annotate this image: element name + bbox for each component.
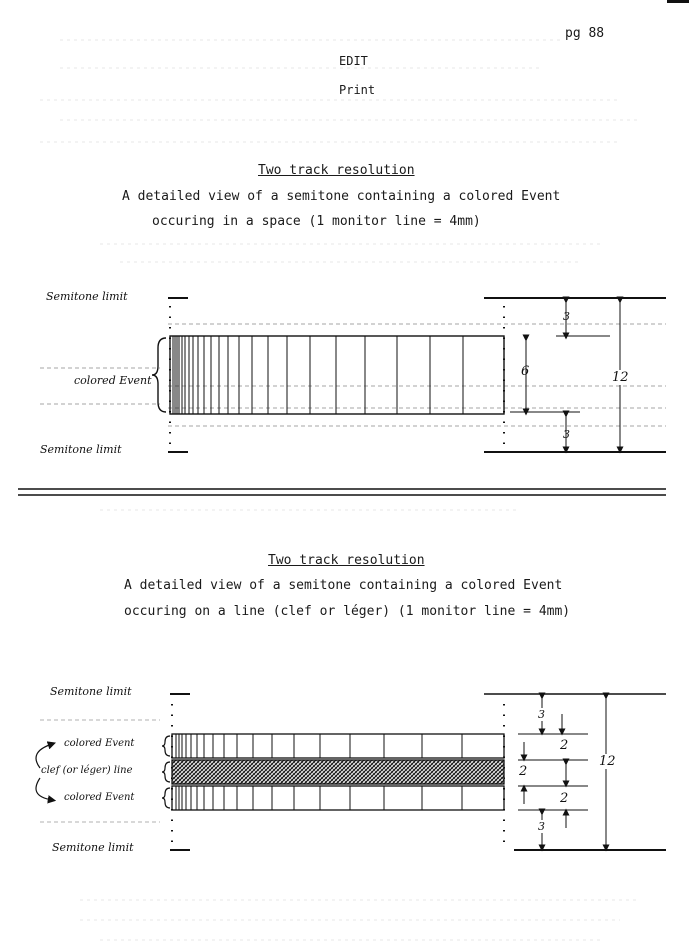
d1-dim-event: 6 — [521, 364, 530, 379]
d2-label-semitone-bottom: Semitone limit — [52, 841, 134, 854]
section1-line1: A detailed view of a semitone containing a colored Event — [122, 189, 561, 204]
d1-dim-gap-top: 3 — [563, 310, 570, 323]
d2-label-semitone-top: Semitone limit — [50, 685, 132, 698]
d2-dim-clef: 2 — [519, 764, 528, 779]
section2-title: Two track resolution — [268, 553, 425, 568]
d1-label-colored-event: colored Event — [74, 374, 152, 387]
d2-dim-event-upper: 2 — [560, 738, 569, 753]
d1-label-semitone-top: Semitone limit — [46, 290, 128, 303]
d1-dim-gap-bottom: 3 — [563, 428, 570, 441]
scan-noise-lines — [40, 40, 640, 940]
page-number: pg 88 — [565, 26, 605, 41]
d2-dim-event-lower: 2 — [560, 791, 569, 806]
section2-line1: A detailed view of a semitone containing a colored Event — [124, 578, 563, 593]
d2-dim-gap-top: 3 — [538, 708, 545, 721]
d2-label-event-upper: colored Event — [64, 738, 135, 749]
section-separator — [18, 489, 666, 495]
section1-title: Two track resolution — [258, 163, 415, 178]
d2-dim-gap-bottom: 3 — [538, 820, 545, 833]
d1-dim-total: 12 — [612, 370, 629, 385]
d2-label-event-lower: colored Event — [64, 792, 135, 803]
d2-dim-total: 12 — [599, 754, 616, 769]
d2-label-clef-line: clef (or léger) line — [41, 765, 133, 776]
section2-line2: occuring on a line (clef or léger) (1 monitor line = 4mm) — [124, 604, 571, 619]
section1-line2: occuring in a space (1 monitor line = 4mm) — [152, 214, 481, 229]
header-print: Print — [339, 83, 376, 97]
header-edit: EDIT — [339, 54, 368, 68]
d1-label-semitone-bottom: Semitone limit — [40, 443, 122, 456]
